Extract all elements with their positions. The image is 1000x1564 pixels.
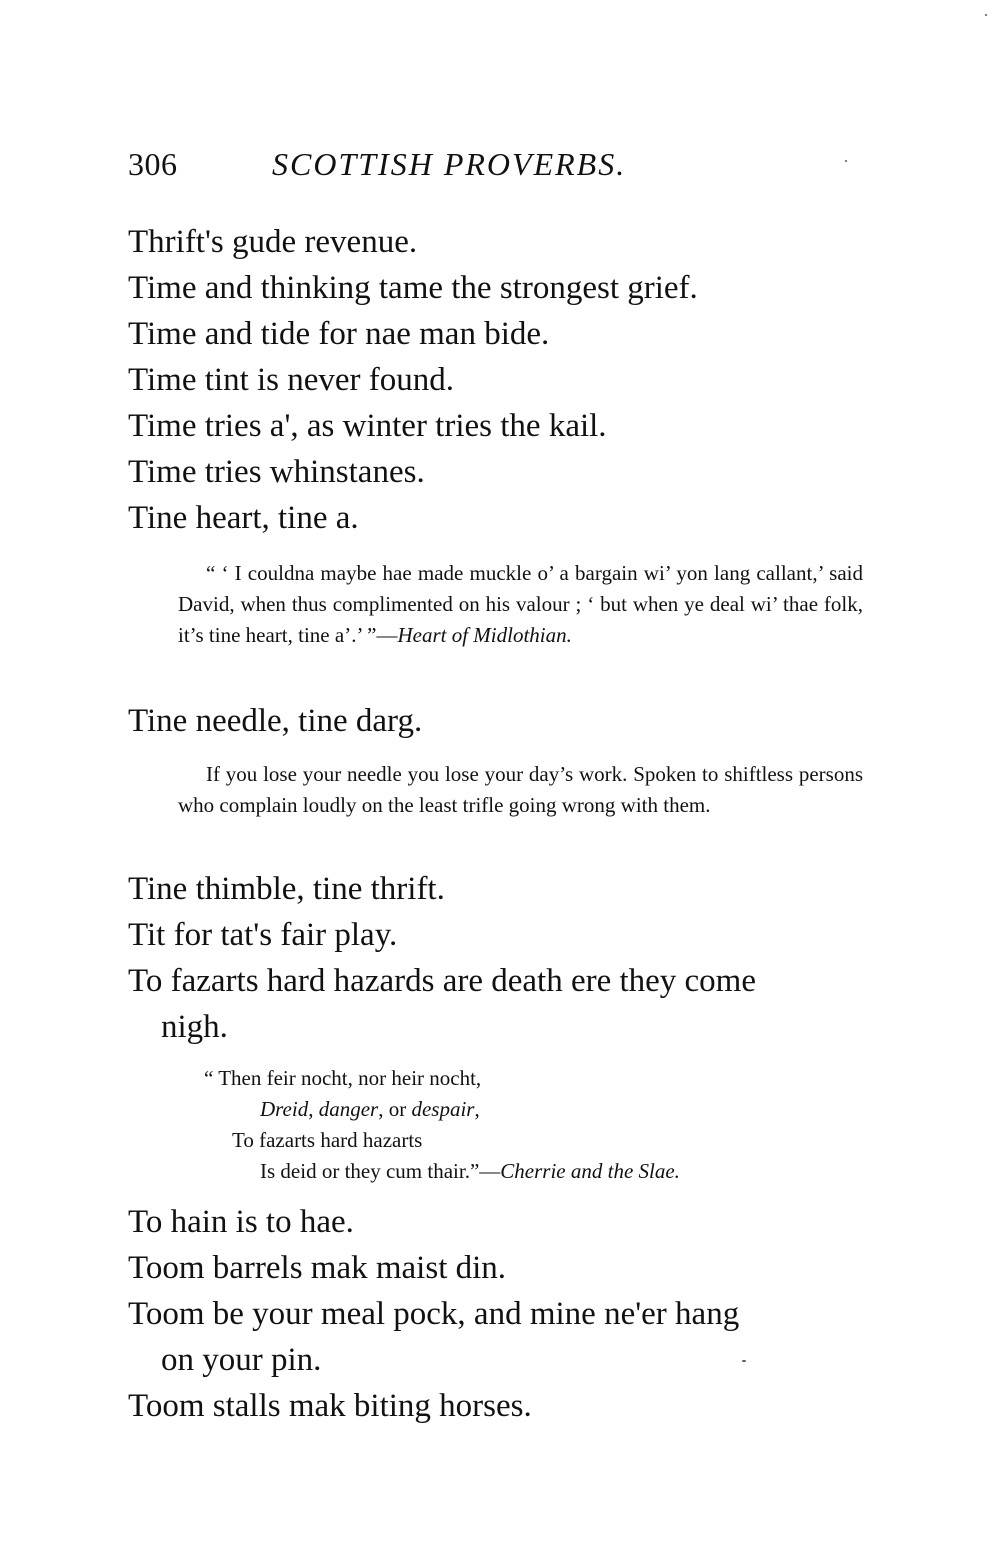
footnote-tine-heart <box>178 558 863 651</box>
proverb-line: Thrift's gude revenue. <box>128 224 418 260</box>
verse-word: , or <box>378 1097 412 1121</box>
note-text: If you lose your needle you lose your day’s work. Spoken to shiftless persons who complain loudly on the least trifle going wrong with them. <box>178 762 863 817</box>
verse-line: To fazarts hard hazarts <box>232 1128 423 1152</box>
proverb-line: Time tint is never found. <box>128 362 455 398</box>
proverb-line: Tine thimble, tine thrift. <box>128 871 445 907</box>
proverb-line: Tine heart, tine a. <box>128 500 359 536</box>
verse-line: “ Then feir nocht, nor heir nocht, <box>204 1066 482 1090</box>
proverb-line: To hain is to hae. <box>128 1204 354 1240</box>
note-text: “ ‘ I couldna maybe hae made muckle o’ a bargain wi’ yon lang callant,’ said David, when thus complimented on his valour ; ‘ but when ye deal wi’ thae folk, it’s tine heart, tine a’.’ ”— <box>178 561 863 647</box>
proverb-line: Time tries whinstanes. <box>128 454 425 490</box>
verse-punct: , <box>474 1097 480 1121</box>
proverb-line: Time tries a', as winter tries the kail. <box>128 408 607 444</box>
footnote-tine-needle <box>178 759 863 821</box>
proverb-continuation-text: nigh. <box>161 1009 228 1045</box>
proverb-line: Toom barrels mak maist din. <box>128 1250 507 1286</box>
proverb-line: Toom be your meal pock, and mine ne'er hang <box>128 1296 740 1332</box>
scan-speck <box>742 1360 746 1362</box>
verse-word: despair <box>411 1097 475 1121</box>
proverb-line: Time and tide for nae man bide. <box>128 316 550 352</box>
proverb-line: Tit for tat's fair play. <box>128 917 398 953</box>
note-source: Heart of Midlothian. <box>397 623 572 647</box>
proverb-line-continuation <box>128 1004 228 1050</box>
proverb-line: Toom stalls mak biting horses. <box>128 1388 532 1424</box>
verse-line <box>204 1094 680 1125</box>
scan-speck <box>985 14 987 16</box>
verse-word: Dreid <box>260 1097 309 1121</box>
verse-line <box>204 1156 680 1187</box>
verse-text: Is deid or they cum thair.”— <box>260 1159 501 1183</box>
proverb-line: Tine needle, tine darg. <box>128 703 423 739</box>
proverb-line: Time and thinking tame the strongest grief. <box>128 270 698 306</box>
running-title: SCOTTISH PROVERBS. <box>272 146 627 182</box>
verse-source: Cherrie and the Slae. <box>500 1159 680 1183</box>
proverb-line-continuation <box>128 1337 321 1383</box>
page-number: 306 <box>128 146 178 182</box>
verse-punct: , <box>308 1097 319 1121</box>
verse-word: danger <box>318 1097 379 1121</box>
proverb-continuation-text: on your pin. <box>161 1342 322 1378</box>
quoted-verse <box>204 1063 680 1187</box>
proverb-line: To fazarts hard hazards are death ere they come <box>128 963 756 999</box>
scan-speck <box>845 160 847 162</box>
page-header <box>128 146 848 190</box>
